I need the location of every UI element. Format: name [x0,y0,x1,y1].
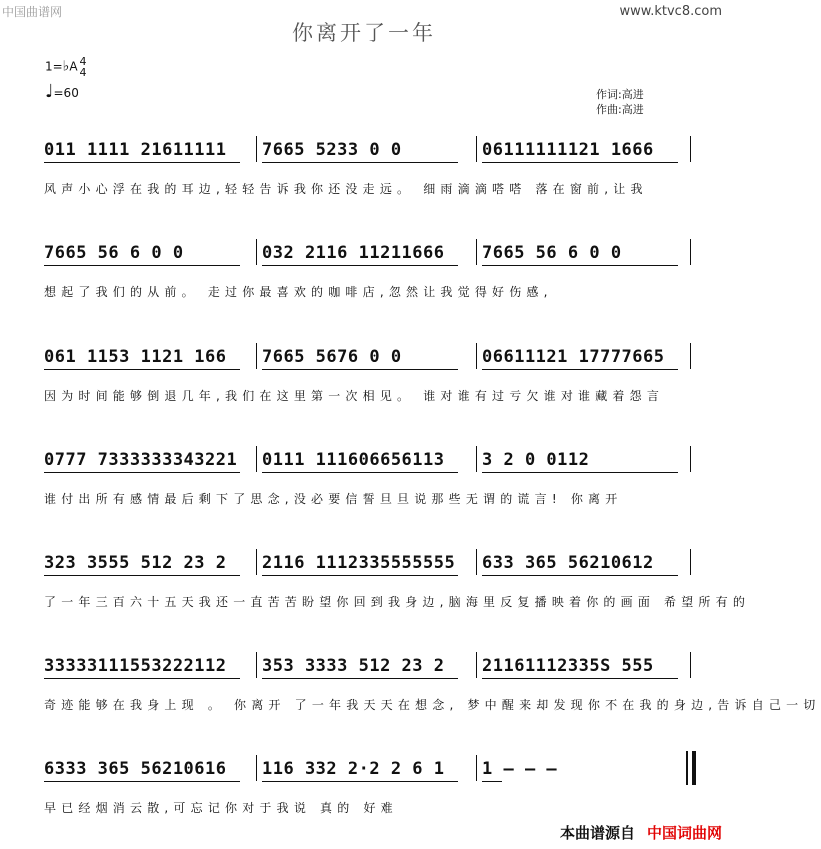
beam-underline [262,162,458,163]
measure-group: 3 2 0 0112 [482,450,590,470]
score-line-5 [0,553,751,633]
bar-line [476,239,477,265]
bar-line [256,652,257,678]
beam-underline [482,575,678,576]
measure-group: 353 3333 512 23 2 [262,656,445,676]
beam-underline [44,369,240,370]
measure-group: 116 332 2·2 2 6 1 [262,759,445,779]
key-note: A [69,59,78,74]
flat-sign: ♭ [62,58,70,75]
time-signature [80,56,87,78]
bar-line [476,549,477,575]
key-prefix: 1= [45,59,63,74]
song-title: 你离开了一年 [292,21,436,45]
measure-group: 06611121 17777665 [482,347,665,367]
lyric-line: 奇迹能够在我身上现 。 你离开 了一年我天天在想念, 梦中醒来却发现你不在我的身边,告诉自己一切 [44,698,821,712]
measure-group: 7665 5676 0 0 [262,347,402,367]
measure-group: 0111 111606656113 [262,450,445,470]
score-line-1 [0,140,728,220]
bar-line [256,136,257,162]
measure-group: 032 2116 11211666 [262,243,445,263]
bar-line [256,446,257,472]
lyric-line: 想起了我们的从前。 走过你最喜欢的咖啡店,忽然让我觉得好伤感, [44,285,553,299]
measure-group: 0777 7333333343221 [44,450,238,470]
footer-text: 本曲谱源自 [559,824,635,842]
measure-group: 2116 1112335555555 [262,553,456,573]
beam-underline [44,472,240,473]
measure-group: 323 3555 512 23 2 [44,553,227,573]
beam-underline [262,369,458,370]
final-barline-thin [686,751,688,785]
tempo-marking [45,81,79,102]
measure-group: 7665 56 6 0 0 [44,243,184,263]
bar-line [690,239,691,265]
bar-line [690,446,691,472]
lyric-line: 早已经烟消云散,可忘记你对于我说 真的 好难 [44,801,398,815]
bar-line [690,549,691,575]
final-barline-thick [692,751,696,785]
measure-group: 21161112335S 555 [482,656,654,676]
time-bottom: 4 [79,66,87,79]
score-line-2 [0,243,728,323]
bar-line [256,343,257,369]
beam-underline [262,678,458,679]
bar-line [476,446,477,472]
beam-underline [482,678,678,679]
beam-underline [44,162,240,163]
footer-site: 中国词曲网 [646,824,722,842]
lyric-line: 因为时间能够倒退几年,我们在这里第一次相见。 谁对谁有过亏欠谁对谁藏着怨言 [44,389,665,403]
measure-group: 1 – – – [482,759,558,779]
beam-underline [44,265,240,266]
measure-group: 33333111553222112 [44,656,227,676]
beam-underline [482,472,678,473]
lyricist: 作词:高进 [596,88,644,101]
score-line-3 [0,347,728,427]
watermark-left: 中国曲谱网 [2,5,63,19]
measure-group: 633 365 56210612 [482,553,654,573]
measure-group: 061 1153 1121 166 [44,347,227,367]
bar-line [256,549,257,575]
beam-underline [262,472,458,473]
measure-group: 6333 365 56210616 [44,759,227,779]
lyric-line: 风声小心浮在我的耳边,轻轻告诉我你还没走远。 细雨滴滴嗒嗒 落在窗前,让我 [44,182,648,196]
quarter-note-icon: ♩ [45,81,54,102]
measure-group: 06111111121 1666 [482,140,654,160]
beam-underline [262,265,458,266]
key-signature [45,56,87,78]
time-top: 4 [79,55,87,68]
beam-underline [482,162,678,163]
beam-underline [262,575,458,576]
beam-underline [262,781,458,782]
bar-line [690,652,691,678]
beam-underline [44,781,240,782]
beam-underline [482,781,502,782]
lyric-line: 了一年三百六十五天我还一直苦苦盼望你回到我身边,脑海里反复播映着你的画面 希望所有的 [44,595,751,609]
measure-group: 7665 56 6 0 0 [482,243,622,263]
beam-underline [44,575,240,576]
bar-line [476,343,477,369]
bar-line [690,136,691,162]
bar-line [256,755,257,781]
bar-line [690,343,691,369]
score-line-6 [0,656,821,736]
measure-group: 011 1111 21611111 [44,140,227,160]
tempo-value: =60 [53,86,79,100]
bar-line [476,652,477,678]
composer: 作曲:高进 [596,103,644,116]
bar-line [476,136,477,162]
beam-underline [482,265,678,266]
beam-underline [44,678,240,679]
footer-source [560,822,722,843]
bar-line [476,755,477,781]
credits [596,87,644,117]
measure-group: 7665 5233 0 0 [262,140,402,160]
bar-line [256,239,257,265]
beam-underline [482,369,678,370]
score-line-4 [0,450,728,530]
lyric-line: 谁付出所有感情最后剩下了思念,没必要信誓旦旦说那些无谓的谎言! 你离开 [44,492,623,506]
watermark-right: www.ktvc8.com [619,4,722,19]
